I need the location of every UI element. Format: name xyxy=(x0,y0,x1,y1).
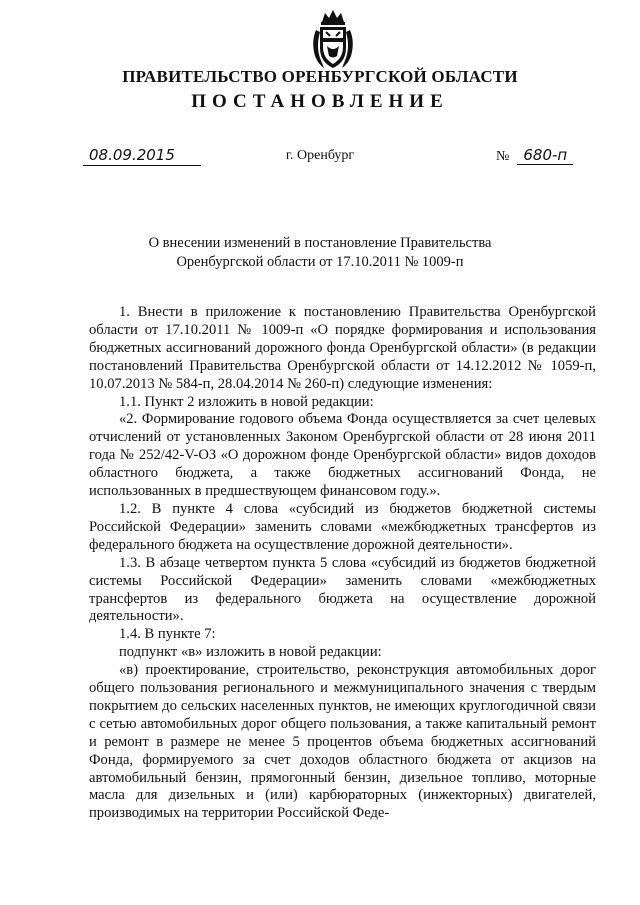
document-type: ПОСТАНОВЛЕНИЕ xyxy=(191,91,449,112)
number-label: № xyxy=(496,149,510,164)
document-date: 08.09.2015 xyxy=(89,146,175,164)
paragraph: 1. Внести в приложение к постановлению Правительства Оренбургской области от 17.10.2011 № 1009-п «О порядке формирования и использования бюджетных ассигнований дорожного фонда Оренбургской области» (в редакции постановлений Правительства Оренбургской области от 14.12.2012 № 1059-п, 10.07.2013 № 584-п, 28.04.2014 № 260-п) следующие изменения: xyxy=(89,304,596,392)
document-city: г. Оренбург xyxy=(285,148,355,163)
paragraph: 1.4. В пункте 7: xyxy=(119,626,216,643)
document-number: 680-п xyxy=(517,146,573,165)
paragraph: 1.3. В абзаце четвертом пункта 5 слова «субсидий из бюджетов бюджетной системы Российской Федерации» заменить словами «межбюджетных трансфертов из федерального бюджета на осуществление дорожной деятельности». xyxy=(89,554,596,625)
government-name: ПРАВИТЕЛЬСТВО ОРЕНБУРГСКОЙ ОБЛАСТИ xyxy=(122,67,518,86)
paragraph: 1.2. В пункте 4 слова «субсидий из бюджетов бюджетной системы Российской Федерации» заменить словами «межбюджетных трансфертов из федерального бюджета на осуществление дорожной деятельности». xyxy=(89,500,596,553)
paragraph: «в) проектирование, строительство, реконструкция автомобильных дорог общего пользования регионального и межмуниципального значения с твердым покрытием до сельских населенных пунктов, не имеющих круглогодичной связи с сетью автомобильных дорог общего пользования, а также капитальный ремонт и ремонт в размере не менее 5 процентов объема бюджетных ассигнований Фонда, формируемого за счет доходов областного бюджета от акцизов на автомобильный бензин, прямогонный бензин, дизельное топливо, моторные масла для дизельных и (или) карбюраторных (инжекторных) двигателей, производимых на территории Российской Феде- xyxy=(89,662,596,822)
paragraph: подпункт «в» изложить в новой редакции: xyxy=(119,644,382,661)
subject-line: О внесении изменений в постановление Правительства xyxy=(148,235,492,251)
subject-line: Оренбургской области от 17.10.2011 № 1009-п xyxy=(176,254,464,270)
paragraph: «2. Формирование годового объема Фонда осуществляется за счет целевых отчислений от установленных Законом Оренбургской области от 28 июня 2011 года № 252/42-V-ОЗ «О дорожном фонде Оренбургской области» видов доходов областного бюджета, а также бюджетных ассигнований Фонда, не использованных в предшествующем финансовом году.». xyxy=(89,411,596,500)
document-number-field xyxy=(496,146,573,165)
document-subject xyxy=(0,234,640,272)
paragraph: 1.1. Пункт 2 изложить в новой редакции: xyxy=(119,393,374,410)
document-body xyxy=(89,304,596,823)
coat-of-arms-icon xyxy=(310,8,356,72)
